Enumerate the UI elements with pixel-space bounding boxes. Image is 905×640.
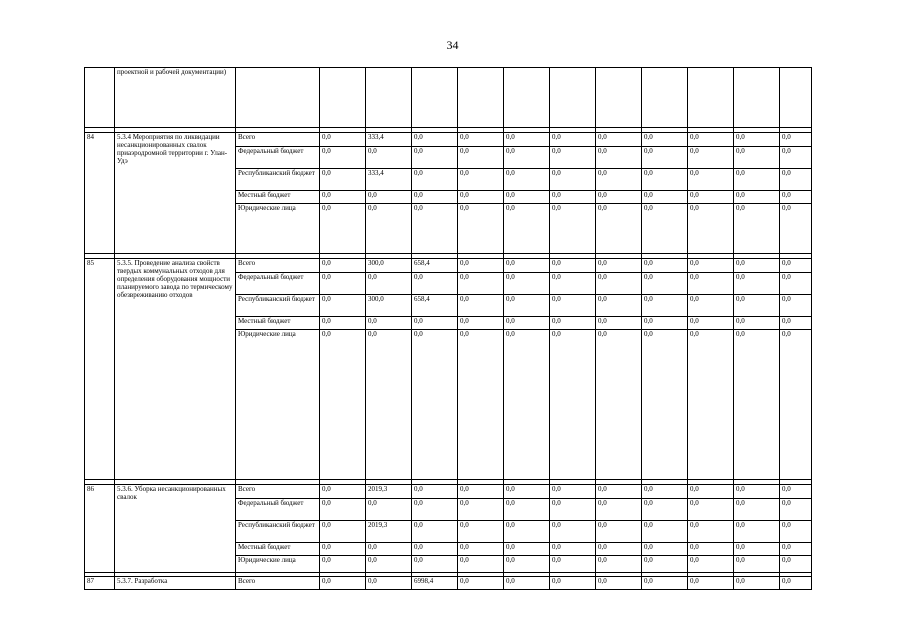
row-number: 84 [85, 133, 115, 254]
value-cell: 0,0 [412, 521, 458, 543]
value-cell: 300,0 [366, 295, 412, 317]
value-cell: 0,0 [642, 191, 688, 204]
value-cell: 0,0 [458, 485, 504, 499]
value-cell: 0,0 [504, 543, 550, 556]
value-cell: 0,0 [458, 133, 504, 147]
funding-source: Республиканский бюджет [236, 295, 320, 317]
value-cell: 0,0 [458, 317, 504, 330]
value-cell: 0,0 [734, 330, 780, 480]
activity-description: 5.3.4 Мероприятия по ликвидации несанкционированных свалок приаэродромной территории г. Улан-Удэ [115, 133, 236, 254]
value-cell: 0,0 [458, 204, 504, 254]
value-cell: 0,0 [596, 259, 642, 273]
value-cell: 0,0 [320, 521, 366, 543]
value-cell: 0,0 [504, 499, 550, 521]
value-cell: 0,0 [504, 295, 550, 317]
value-cell: 0,0 [458, 169, 504, 191]
value-cell: 0,0 [320, 556, 366, 573]
value-cell: 0,0 [642, 259, 688, 273]
value-cell: 0,0 [596, 577, 642, 590]
value-cell [366, 68, 412, 128]
value-cell: 0,0 [320, 273, 366, 295]
funding-source: Федеральный бюджет [236, 147, 320, 169]
value-cell: 300,0 [366, 259, 412, 273]
value-cell: 0,0 [734, 577, 780, 590]
value-cell: 0,0 [734, 499, 780, 521]
budget-table-body [85, 68, 812, 590]
value-cell: 0,0 [412, 543, 458, 556]
value-cell: 0,0 [780, 169, 812, 191]
value-cell [780, 68, 812, 128]
value-cell: 0,0 [688, 273, 734, 295]
value-cell: 0,0 [688, 204, 734, 254]
row-number: 87 [85, 577, 115, 590]
value-cell [458, 68, 504, 128]
value-cell: 0,0 [320, 317, 366, 330]
value-cell: 0,0 [412, 499, 458, 521]
value-cell: 0,0 [412, 169, 458, 191]
value-cell: 0,0 [734, 204, 780, 254]
value-cell: 0,0 [734, 133, 780, 147]
funding-source: Республиканский бюджет [236, 521, 320, 543]
value-cell: 0,0 [366, 556, 412, 573]
value-cell: 0,0 [780, 485, 812, 499]
activity-description: 5.3.5. Проведение анализа свойств твердых коммунальных отходов для определения оборудования мощности планируемого завода по термическому обезвреживанию отходов [115, 259, 236, 480]
value-cell: 0,0 [320, 295, 366, 317]
value-cell: 0,0 [596, 191, 642, 204]
value-cell: 0,0 [550, 499, 596, 521]
value-cell: 0,0 [596, 204, 642, 254]
value-cell: 0,0 [550, 259, 596, 273]
value-cell: 0,0 [688, 485, 734, 499]
value-cell: 0,0 [734, 273, 780, 295]
value-cell: 0,0 [688, 295, 734, 317]
value-cell: 0,0 [550, 169, 596, 191]
value-cell: 0,0 [780, 577, 812, 590]
value-cell: 0,0 [412, 485, 458, 499]
value-cell: 0,0 [366, 273, 412, 295]
value-cell: 0,0 [642, 133, 688, 147]
value-cell: 0,0 [366, 543, 412, 556]
value-cell: 0,0 [320, 204, 366, 254]
value-cell: 0,0 [320, 577, 366, 590]
funding-source: Всего [236, 485, 320, 499]
value-cell: 0,0 [504, 521, 550, 543]
funding-source: Республиканский бюджет [236, 169, 320, 191]
value-cell: 0,0 [366, 499, 412, 521]
value-cell: 0,0 [320, 543, 366, 556]
value-cell: 0,0 [366, 577, 412, 590]
value-cell: 0,0 [734, 191, 780, 204]
value-cell: 0,0 [688, 133, 734, 147]
value-cell: 0,0 [688, 521, 734, 543]
value-cell: 0,0 [504, 133, 550, 147]
funding-source: Местный бюджет [236, 317, 320, 330]
value-cell: 0,0 [366, 330, 412, 480]
value-cell: 0,0 [596, 133, 642, 147]
value-cell: 0,0 [504, 169, 550, 191]
value-cell: 0,0 [642, 521, 688, 543]
value-cell: 0,0 [458, 191, 504, 204]
value-cell [320, 68, 366, 128]
row-number: 86 [85, 485, 115, 573]
value-cell: 0,0 [412, 147, 458, 169]
activity-description: 5.3.7. Разработка [115, 577, 236, 590]
funding-source: Местный бюджет [236, 543, 320, 556]
value-cell: 0,0 [320, 133, 366, 147]
value-cell: 0,0 [366, 204, 412, 254]
value-cell: 6998,4 [412, 577, 458, 590]
value-cell: 0,0 [458, 295, 504, 317]
value-cell: 0,0 [780, 543, 812, 556]
value-cell: 0,0 [642, 543, 688, 556]
value-cell: 0,0 [734, 317, 780, 330]
value-cell: 0,0 [596, 521, 642, 543]
value-cell: 0,0 [504, 556, 550, 573]
value-cell: 0,0 [550, 133, 596, 147]
value-cell: 0,0 [642, 295, 688, 317]
value-cell: 0,0 [320, 499, 366, 521]
value-cell: 0,0 [458, 147, 504, 169]
funding-source: Всего [236, 577, 320, 590]
value-cell: 0,0 [642, 499, 688, 521]
value-cell: 0,0 [642, 169, 688, 191]
funding-source: Местный бюджет [236, 191, 320, 204]
value-cell [412, 68, 458, 128]
value-cell: 0,0 [642, 330, 688, 480]
value-cell: 0,0 [412, 191, 458, 204]
value-cell: 0,0 [596, 273, 642, 295]
continuation-row [85, 68, 812, 128]
value-cell [734, 68, 780, 128]
value-cell: 0,0 [688, 169, 734, 191]
value-cell: 0,0 [642, 147, 688, 169]
value-cell: 0,0 [504, 485, 550, 499]
value-cell: 0,0 [458, 330, 504, 480]
value-cell: 0,0 [366, 317, 412, 330]
value-cell: 0,0 [550, 485, 596, 499]
value-cell: 0,0 [688, 543, 734, 556]
value-cell: 0,0 [550, 577, 596, 590]
value-cell: 0,0 [550, 147, 596, 169]
value-cell: 0,0 [780, 133, 812, 147]
value-cell: 0,0 [780, 273, 812, 295]
value-cell: 0,0 [320, 259, 366, 273]
value-cell: 0,0 [366, 191, 412, 204]
page-number: 34 [446, 38, 459, 52]
funding-source: Федеральный бюджет [236, 273, 320, 295]
value-cell: 0,0 [458, 543, 504, 556]
value-cell: 0,0 [780, 556, 812, 573]
value-cell: 0,0 [550, 295, 596, 317]
value-cell: 0,0 [550, 317, 596, 330]
value-cell: 0,0 [458, 521, 504, 543]
value-cell: 0,0 [550, 273, 596, 295]
activity-description: проектной и рабочей документации) [115, 68, 236, 128]
value-cell: 0,0 [780, 191, 812, 204]
value-cell: 0,0 [780, 499, 812, 521]
value-cell: 0,0 [688, 577, 734, 590]
value-cell: 0,0 [550, 191, 596, 204]
value-cell: 0,0 [596, 330, 642, 480]
value-cell: 0,0 [412, 273, 458, 295]
value-cell: 0,0 [734, 295, 780, 317]
value-cell: 0,0 [504, 204, 550, 254]
value-cell [550, 68, 596, 128]
value-cell: 0,0 [688, 191, 734, 204]
value-cell: 0,0 [550, 556, 596, 573]
value-cell [688, 68, 734, 128]
value-cell: 658,4 [412, 295, 458, 317]
funding-source-cell [236, 68, 320, 128]
value-cell: 0,0 [550, 204, 596, 254]
value-cell: 0,0 [320, 485, 366, 499]
value-cell: 0,0 [780, 259, 812, 273]
value-cell: 2019,3 [366, 521, 412, 543]
funding-source: Юридические лица [236, 330, 320, 480]
value-cell: 0,0 [734, 485, 780, 499]
value-cell: 0,0 [780, 330, 812, 480]
value-cell: 0,0 [780, 295, 812, 317]
funding-source: Юридические лица [236, 204, 320, 254]
value-cell: 0,0 [412, 133, 458, 147]
row-number-cell [85, 68, 115, 128]
value-cell [596, 68, 642, 128]
value-cell: 0,0 [412, 330, 458, 480]
partial-row [85, 577, 812, 590]
value-cell: 0,0 [504, 259, 550, 273]
value-cell: 0,0 [412, 556, 458, 573]
value-cell: 0,0 [780, 147, 812, 169]
value-cell [642, 68, 688, 128]
value-cell: 0,0 [320, 147, 366, 169]
value-cell: 0,0 [780, 521, 812, 543]
value-cell: 0,0 [412, 204, 458, 254]
value-cell: 0,0 [734, 147, 780, 169]
value-cell: 0,0 [688, 499, 734, 521]
funding-source: Федеральный бюджет [236, 499, 320, 521]
funding-source: Всего [236, 133, 320, 147]
value-cell: 0,0 [596, 485, 642, 499]
value-cell: 0,0 [596, 543, 642, 556]
value-cell: 0,0 [688, 317, 734, 330]
value-cell: 0,0 [320, 169, 366, 191]
value-cell: 0,0 [734, 543, 780, 556]
value-cell: 0,0 [642, 556, 688, 573]
value-cell: 0,0 [504, 330, 550, 480]
value-cell: 0,0 [550, 521, 596, 543]
value-cell: 0,0 [688, 147, 734, 169]
value-cell: 0,0 [734, 169, 780, 191]
value-cell: 0,0 [734, 521, 780, 543]
value-cell: 0,0 [688, 330, 734, 480]
value-cell: 0,0 [504, 273, 550, 295]
budget-table [84, 67, 812, 590]
value-cell: 0,0 [458, 499, 504, 521]
value-cell: 2019,3 [366, 485, 412, 499]
value-cell: 333,4 [366, 169, 412, 191]
row-number: 85 [85, 259, 115, 480]
value-cell: 0,0 [504, 147, 550, 169]
value-cell: 0,0 [642, 273, 688, 295]
value-cell: 0,0 [504, 317, 550, 330]
funding-source: Всего [236, 259, 320, 273]
value-cell: 0,0 [458, 259, 504, 273]
value-cell: 0,0 [596, 317, 642, 330]
value-cell: 0,0 [642, 577, 688, 590]
value-cell: 0,0 [780, 317, 812, 330]
value-cell: 0,0 [320, 191, 366, 204]
funding-row [85, 259, 812, 273]
value-cell: 0,0 [642, 485, 688, 499]
funding-row [85, 485, 812, 499]
activity-description: 5.3.6. Уборка несанкционированных свалок [115, 485, 236, 573]
value-cell: 333,4 [366, 133, 412, 147]
value-cell: 0,0 [780, 204, 812, 254]
value-cell: 0,0 [734, 259, 780, 273]
value-cell: 0,0 [504, 577, 550, 590]
value-cell [504, 68, 550, 128]
value-cell: 0,0 [458, 577, 504, 590]
value-cell: 0,0 [596, 556, 642, 573]
value-cell: 658,4 [412, 259, 458, 273]
funding-source: Юридические лица [236, 556, 320, 573]
value-cell: 0,0 [596, 147, 642, 169]
value-cell: 0,0 [642, 204, 688, 254]
value-cell: 0,0 [688, 259, 734, 273]
funding-row [85, 133, 812, 147]
value-cell: 0,0 [550, 330, 596, 480]
value-cell: 0,0 [412, 317, 458, 330]
value-cell: 0,0 [596, 295, 642, 317]
value-cell: 0,0 [596, 499, 642, 521]
value-cell: 0,0 [642, 317, 688, 330]
value-cell: 0,0 [734, 556, 780, 573]
value-cell: 0,0 [504, 191, 550, 204]
value-cell: 0,0 [596, 169, 642, 191]
value-cell: 0,0 [458, 273, 504, 295]
value-cell: 0,0 [320, 330, 366, 480]
value-cell: 0,0 [550, 543, 596, 556]
value-cell: 0,0 [688, 556, 734, 573]
value-cell: 0,0 [458, 556, 504, 573]
value-cell: 0,0 [366, 147, 412, 169]
